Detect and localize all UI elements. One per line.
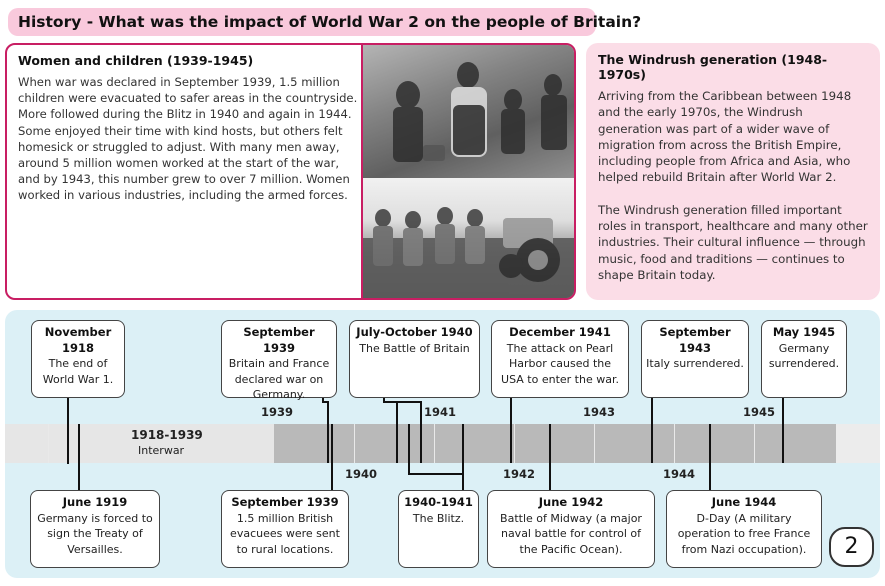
- connector-line: [67, 397, 69, 464]
- timeline-war-period: [274, 424, 836, 463]
- event-blitz: [398, 490, 479, 568]
- windrush-paragraph-1: Arriving from the Caribbean between 1948 and the early 1970s, the Windrush generation was part of a wider wave of migration from across the British Empire, including people from Africa and Asia, who helped rebuild Britain after World War 2.: [598, 89, 852, 185]
- event-jun-1942: [487, 490, 655, 568]
- connector-line: [782, 397, 784, 463]
- event-date: June 1942: [538, 495, 604, 509]
- evacuee-children-photo: [363, 45, 576, 178]
- connector-line: [327, 401, 329, 463]
- event-date: September 1939: [231, 495, 339, 509]
- event-battle-of-britain: [349, 320, 480, 398]
- interwar-label: Interwar: [138, 444, 185, 457]
- year-label: 1945: [743, 405, 776, 419]
- event-may-1945: [761, 320, 847, 398]
- land-army-tractor-photo: [363, 178, 576, 300]
- event-sep-1939-war: [221, 320, 337, 401]
- connector-line: [651, 397, 653, 463]
- timeline-tick: [434, 424, 435, 463]
- event-text: D-Day (A military operation to free France from Nazi occupation).: [677, 511, 811, 556]
- timeline-tick: [754, 424, 755, 463]
- women-children-body: When war was declared in September 1939, 1.5 million children were evacuated to safer areas in the countryside. More followed during the Blitz in 1940 and again in 1944. Some enjoyed their time with kind hosts, but others felt homesick or struggled to adjust. With many men away, around 5 million women worked at the start of the war, and by 1943, this number grew to over 7 million. Women worked in various industries, including the armed forces.: [18, 75, 358, 203]
- event-dec-1941: [491, 320, 629, 398]
- event-text: The Battle of Britain: [359, 341, 470, 355]
- connector-line: [383, 401, 422, 403]
- event-text: Battle of Midway (a major naval battle for control of the Pacific Ocean).: [500, 511, 642, 556]
- connector-line: [78, 424, 80, 491]
- timeline-tick: [594, 424, 595, 463]
- year-label: 1940: [345, 467, 378, 481]
- page-number: 2: [829, 527, 874, 567]
- event-text: 1.5 million British evacuees were sent to rural locations.: [230, 511, 340, 556]
- event-date: 1940-1941: [404, 495, 473, 509]
- timeline-tick: [354, 424, 355, 463]
- connector-line: [331, 424, 333, 491]
- connector-line: [549, 424, 551, 491]
- event-date: December 1941: [509, 325, 611, 339]
- connector-line: [709, 424, 711, 491]
- windrush-title: The Windrush generation (1948-1970s): [598, 52, 828, 82]
- timeline-tick: [674, 424, 675, 463]
- timeline-tick: [514, 424, 515, 463]
- connector-line: [408, 424, 410, 475]
- year-label: 1944: [663, 467, 696, 481]
- windrush-card: [586, 43, 880, 300]
- timeline-tick: [48, 424, 49, 463]
- event-text: Italy surrendered.: [646, 357, 744, 370]
- timeline-postwar-period: [836, 424, 880, 463]
- event-text: Britain and France declared war on Germany.: [228, 357, 330, 401]
- windrush-paragraph-2: The Windrush generation filled important roles in transport, healthcare and many other industries. Their cultural influence — through music, food and traditions — continues to shape Britain today.: [598, 202, 868, 282]
- connector-line: [510, 397, 512, 463]
- event-jun-1919: [30, 490, 160, 568]
- women-children-card: [5, 43, 576, 300]
- connector-line: [420, 401, 422, 463]
- connector-line: [396, 401, 398, 463]
- event-date: June 1944: [711, 495, 777, 509]
- year-label: 1942: [503, 467, 536, 481]
- event-date: June 1919: [62, 495, 128, 509]
- women-children-title: Women and children (1939-1945): [18, 53, 254, 68]
- event-nov-1918: [31, 320, 125, 398]
- page-title: History - What was the impact of World War 2 on the people of Britain?: [8, 8, 596, 36]
- event-text: Germany surrendered.: [768, 341, 840, 370]
- event-date: July-October 1940: [356, 325, 473, 339]
- event-sep-1943: [641, 320, 749, 398]
- event-text: Germany is forced to sign the Treaty of Versailles.: [37, 511, 153, 556]
- event-date: September 1939: [243, 325, 315, 355]
- event-jun-1944: [666, 490, 822, 568]
- event-text: The Blitz.: [412, 511, 465, 525]
- women-children-text: [18, 53, 363, 204]
- connector-line: [408, 473, 464, 475]
- event-date: September 1943: [659, 325, 731, 355]
- connector-line: [462, 424, 464, 492]
- event-text: The end of World War 1.: [42, 357, 114, 386]
- event-sep-1939-evacuees: [221, 490, 349, 568]
- event-date: November 1918: [44, 325, 112, 355]
- event-text: The attack on Pearl Harbor caused the USA to enter the war.: [501, 341, 619, 386]
- event-date: May 1945: [772, 325, 836, 339]
- interwar-range: 1918-1939: [131, 428, 203, 442]
- year-label: 1943: [583, 405, 616, 419]
- year-label: 1939: [261, 405, 294, 419]
- year-label: 1941: [424, 405, 457, 419]
